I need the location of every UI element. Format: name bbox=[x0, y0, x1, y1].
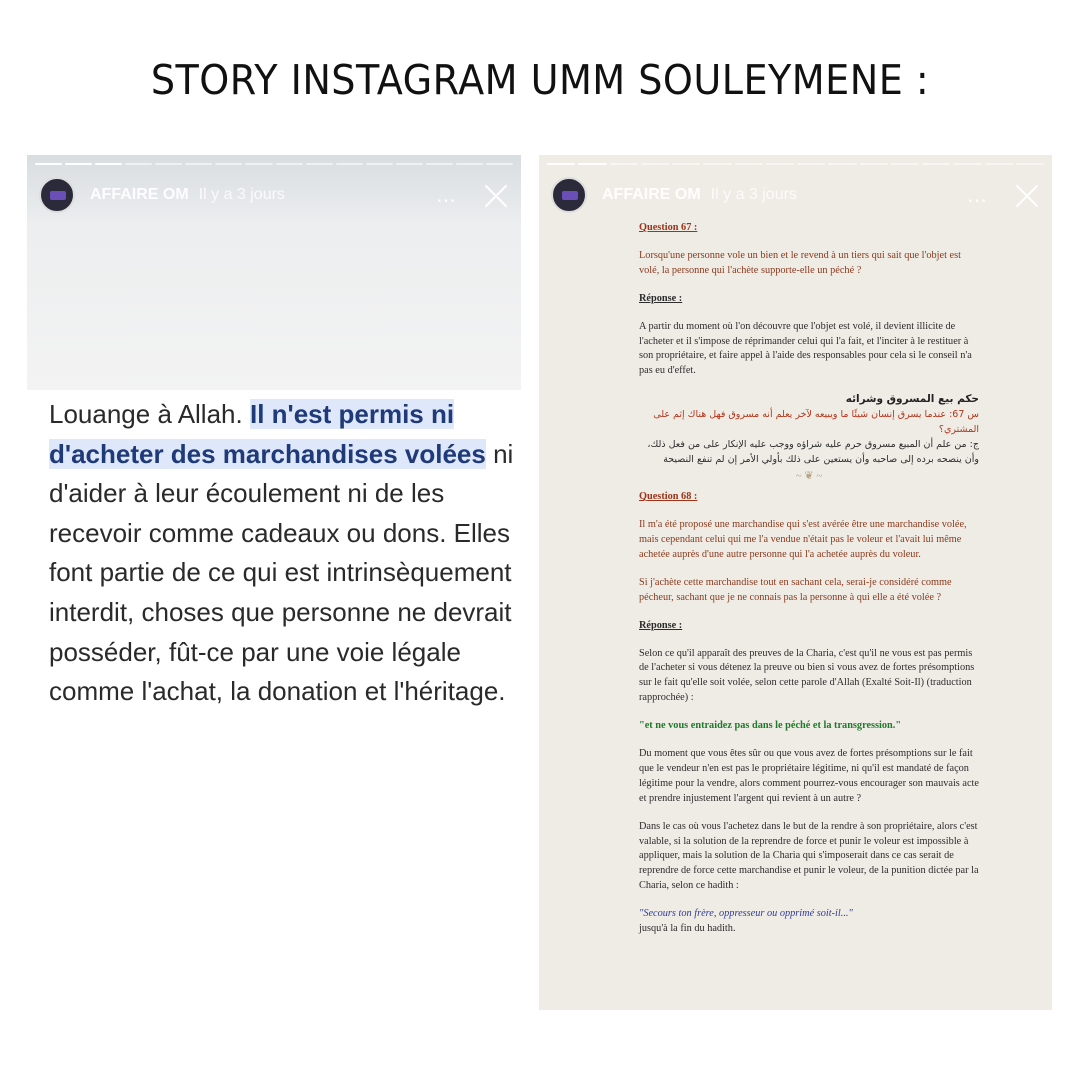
arabic-question: س 67: عندما يسرق إنسان شيئًا ما ويبيعه لآخر يعلم أنه مسروق فهل هناك إثم على المشتري؟ bbox=[653, 409, 979, 436]
post-time: Il y a 3 jours bbox=[710, 186, 797, 203]
response-68-text-c: Dans le cas où vous l'achetez dans le but de la rendre à son propriétaire, alors c'est valable, si la solution de la reprendre de force et punir le voleur est impossible à appliquer, mais la solution de la Charia qui s'imposerait dans ce cas serait de reprendre de force cette marchandise et punir le voleur, de la punition dictée par la Charia, selon ce hadith : bbox=[639, 820, 979, 892]
hadith-quote: "Secours ton frère, oppresseur ou opprimé soit-il..." bbox=[639, 908, 853, 920]
question-67-title: Question 67 : bbox=[639, 222, 698, 233]
ornament-divider: ~ ❦ ~ bbox=[795, 470, 823, 483]
arabic-answer: ج: من علم أن المبيع مسروق حرم عليه شراؤه ووجب عليه الإنكار على من فعل ذلك، وأن ينصحه برده إلى صاحبه وأن يستعين على ذلك بأولي الأمر إن لم تنفع النصيحة bbox=[647, 439, 979, 466]
text-highlight: Il n'est permis ni d'acheter des marchandises volées bbox=[49, 399, 486, 469]
story-left[interactable] bbox=[27, 155, 521, 1010]
story-header bbox=[551, 177, 1040, 213]
story-right[interactable] bbox=[539, 155, 1052, 1010]
response-68-text-b: Du moment que vous êtes sûr ou que vous avez de fortes présomptions sur le fait que le vendeur n'en est pas le propriétaire légitime, ni qu'il est mandaté de façon légitime pour la vendre, alors comment pourrez-vous encourager son mauvais acte et prendre injustement l'argent qui revient à un autre ? bbox=[639, 748, 979, 804]
arabic-title: حكم بيع المسروق وشرائه bbox=[845, 393, 979, 406]
question-67-text: Lorsqu'une personne vole un bien et le revend à un tiers qui sait que l'objet est volé, la personne qui l'achète supporte-elle un péché ? bbox=[639, 249, 961, 276]
question-68-text-1: Il m'a été proposé une marchandise qui s'est avérée être une marchandise volée, mais cependant celui qui me l'a vendue n'était pas le voleur et l'avait lui même achetée auprès d'une autre personne qui l'a achetée auprès du voleur. bbox=[639, 519, 967, 560]
story-progress-bar bbox=[547, 163, 1044, 165]
text-rest: ni d'aider à leur écoulement ni de les recevoir comme cadeaux ou dons. Elles font partie de ce qui est intrinsèquement interdit, choses que personne ne devrait posséder, fût-ce par une voie légale comme l'achat, la donation et l'héritage. bbox=[49, 438, 514, 707]
close-icon[interactable] bbox=[483, 182, 509, 208]
response-label: Réponse : bbox=[639, 619, 683, 631]
response-label: Réponse : bbox=[639, 292, 683, 304]
account-name[interactable]: AFFAIRE OM bbox=[90, 186, 189, 203]
story-header bbox=[39, 177, 509, 213]
more-options-icon[interactable]: … bbox=[967, 183, 988, 207]
account-name[interactable]: AFFAIRE OM bbox=[602, 186, 701, 203]
avatar[interactable] bbox=[551, 177, 587, 213]
question-68-title: Question 68 : bbox=[639, 491, 698, 503]
response-68-text-a: Selon ce qu'il apparaît des preuves de la Charia, c'est qu'il ne vous est pas permis de l'acheter si vous détenez la preuve ou bien si vous avez de fortes présomptions sur le fait qu'elle soit volée, selon cette parole d'Allah (Exalté Soit-Il) (traduction rapprochée) : bbox=[639, 647, 975, 704]
avatar[interactable] bbox=[39, 177, 75, 213]
story-left-text bbox=[49, 395, 519, 712]
story-progress-bar bbox=[35, 163, 513, 165]
hadith-end: jusqu'à la fin du hadith. bbox=[639, 923, 736, 935]
post-time: Il y a 3 jours bbox=[198, 186, 285, 203]
more-options-icon[interactable]: … bbox=[436, 183, 457, 207]
close-icon[interactable] bbox=[1014, 182, 1040, 208]
question-68-text-2: Si j'achète cette marchandise tout en sachant cela, serai-je considéré comme pécheur, sachant que je ne connais pas la personne à qui elle a été volée ? bbox=[639, 576, 952, 603]
text-intro: Louange à Allah. bbox=[49, 399, 250, 429]
response-67-text: A partir du moment où l'on découvre que l'objet est volé, il devient illicite de l'acheter et il s'impose de réprimander celui qui l'a fait, et l'inciter à le restituer à son propriétaire, et faire appel à l'aide des responsables pour cela si le conseil n'a pas eu d'effet. bbox=[639, 320, 972, 377]
document-page bbox=[639, 221, 979, 937]
page-title: STORY INSTAGRAM UMM SOULEYMENE : bbox=[150, 56, 930, 104]
verse-quote: "et ne vous entraidez pas dans le péché et la transgression." bbox=[639, 720, 902, 732]
